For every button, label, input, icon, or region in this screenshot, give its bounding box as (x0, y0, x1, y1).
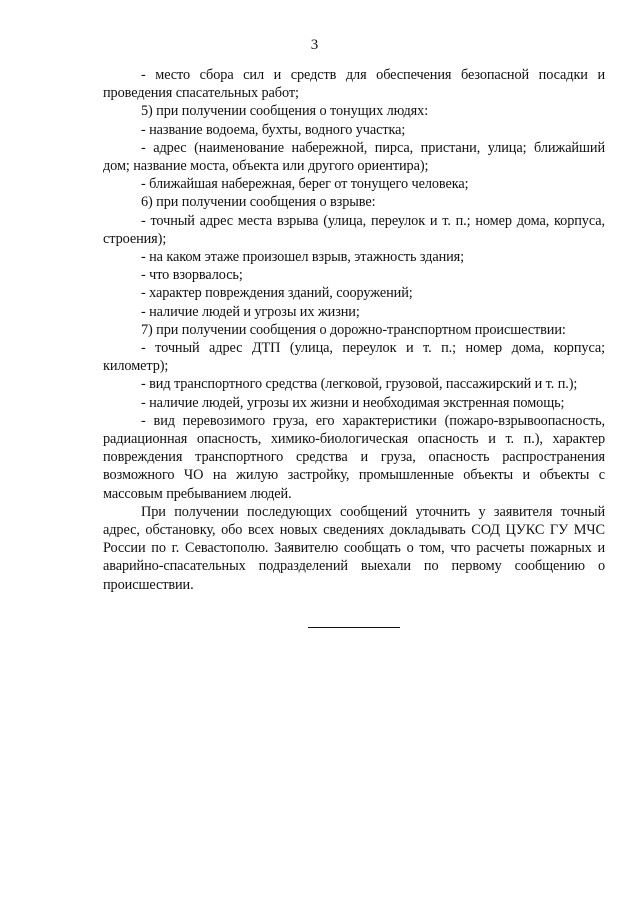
paragraph: - адрес (наименование набережной, пирса, пристани, улица; ближайший дом; название моста, объекта или другого ориентира); (103, 139, 605, 175)
paragraph: - название водоема, бухты, водного участка; (141, 121, 406, 138)
paragraph: - вид транспортного средства (легковой, грузовой, пассажирский и т. п.); (141, 376, 578, 393)
document-body (103, 66, 605, 594)
paragraph: При получении последующих сообщений уточнить у заявителя точный адрес, обстановку, обо всех новых сведениях докладывать СОД ЦУКС ГУ МЧС России по г. Севастополю. Заявителю сообщать о том, что расчеты пожарных и аварийно-спасательных подразделений выехали по первому сообщению о происшествии. (103, 503, 605, 593)
paragraph: - точный адрес ДТП (улица, переулок и т. п.; номер дома, корпуса; километр); (103, 340, 605, 375)
paragraph: 5) при получении сообщения о тонущих людях: (141, 103, 429, 120)
paragraph: - на каком этаже произошел взрыв, этажность здания; (141, 249, 465, 266)
paragraph: - наличие людей, угрозы их жизни и необходимая экстренная помощь; (141, 394, 565, 411)
paragraph: - характер повреждения зданий, сооружений; (141, 285, 413, 302)
end-separator-line (308, 627, 400, 628)
paragraph: - вид перевозимого груза, его характеристики (пожаро-взрывоопасность, радиационная опасность, химико-биологическая опасность и т. п.), характер повреждения транспортного средства и груза, опасность распространения возможного ЧО на жилую застройку, промышленные объекты и объекты с массовым пребыванием людей. (103, 412, 605, 502)
paragraph: - наличие людей и угрозы их жизни; (141, 303, 360, 320)
paragraph: - ближайшая набережная, берег от тонущего человека; (141, 176, 469, 193)
paragraph: - точный адрес места взрыва (улица, переулок и т. п.; номер дома, корпуса, строения); (103, 212, 605, 247)
paragraph: - место сбора сил и средств для обеспечения безопасной посадки и проведения спасательных работ; (103, 67, 605, 102)
paragraph: 6) при получении сообщения о взрыве: (141, 194, 376, 211)
paragraph: - что взорвалось; (141, 267, 243, 284)
paragraph: 7) при получении сообщения о дорожно-транспортном происшествии: (141, 321, 566, 338)
page-number: 3 (310, 37, 319, 53)
